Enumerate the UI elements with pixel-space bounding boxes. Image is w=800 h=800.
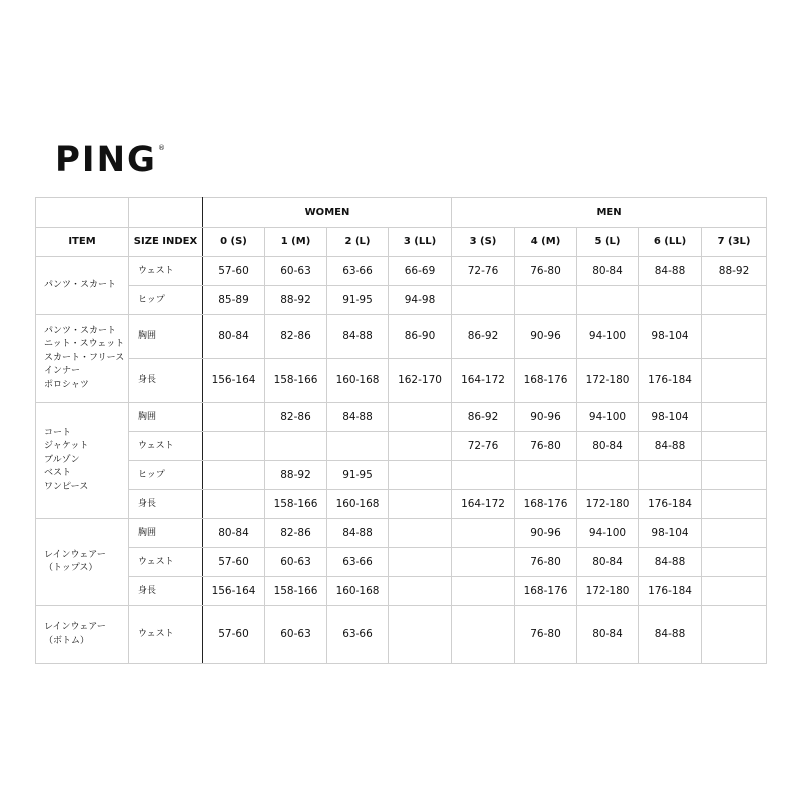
measurement-cell: 164-172 (452, 490, 515, 519)
measurement-cell (452, 606, 515, 664)
measurement-cell (389, 577, 452, 606)
measurement-cell: 158-166 (265, 490, 327, 519)
measurement-cell: 57-60 (203, 606, 265, 664)
measurement-cell (639, 286, 702, 315)
item-name-line: スカート・フリース (44, 352, 125, 363)
measurement-cell: 72-76 (452, 432, 515, 461)
measurement-cell (515, 461, 577, 490)
size-row (36, 519, 767, 548)
measurement-cell: 94-100 (577, 403, 639, 432)
item-header: ITEM (36, 228, 129, 257)
size-row (36, 577, 767, 606)
size-row (36, 548, 767, 577)
measurement-cell: 90-96 (515, 315, 577, 359)
size-index-cell: 胸囲 (129, 519, 203, 548)
ping-logo: PING® (55, 139, 165, 181)
gender-header-row (36, 198, 767, 228)
size-index-cell: ウェスト (129, 257, 203, 286)
measurement-cell: 98-104 (639, 315, 702, 359)
item-name-cell (36, 606, 129, 664)
measurement-cell (702, 577, 767, 606)
item-name-line: コート (44, 427, 72, 438)
measurement-cell: 80-84 (577, 432, 639, 461)
size-header: 6 (LL) (639, 228, 702, 257)
measurement-cell: 156-164 (203, 577, 265, 606)
measurement-cell: 80-84 (203, 519, 265, 548)
measurement-cell (203, 490, 265, 519)
measurement-cell: 84-88 (639, 432, 702, 461)
size-row (36, 606, 767, 664)
measurement-cell: 76-80 (515, 257, 577, 286)
measurement-cell (702, 606, 767, 664)
item-name-line: ポロシャツ (44, 379, 89, 390)
measurement-cell: 57-60 (203, 257, 265, 286)
measurement-cell: 60-63 (265, 606, 327, 664)
measurement-cell (389, 461, 452, 490)
measurement-cell: 176-184 (639, 359, 702, 403)
measurement-cell (702, 432, 767, 461)
measurement-cell: 66-69 (389, 257, 452, 286)
measurement-cell: 160-168 (327, 577, 389, 606)
item-name-cell (36, 403, 129, 519)
measurement-cell: 98-104 (639, 403, 702, 432)
measurement-cell (389, 519, 452, 548)
measurement-cell: 84-88 (639, 257, 702, 286)
measurement-cell: 176-184 (639, 577, 702, 606)
measurement-cell (702, 548, 767, 577)
measurement-cell (702, 359, 767, 403)
measurement-cell (702, 519, 767, 548)
size-header: 1 (M) (265, 228, 327, 257)
blank-header-cell (36, 198, 129, 228)
measurement-cell: 91-95 (327, 461, 389, 490)
measurement-cell (452, 286, 515, 315)
measurement-cell (452, 548, 515, 577)
measurement-cell: 72-76 (452, 257, 515, 286)
size-row (36, 257, 767, 286)
measurement-cell (702, 461, 767, 490)
women-header: WOMEN (203, 198, 452, 228)
blank-header-cell (129, 198, 203, 228)
measurement-cell: 57-60 (203, 548, 265, 577)
measurement-cell: 82-86 (265, 519, 327, 548)
measurement-cell: 90-96 (515, 519, 577, 548)
size-index-cell: ウェスト (129, 548, 203, 577)
measurement-cell (639, 461, 702, 490)
measurement-cell (702, 490, 767, 519)
measurement-cell: 80-84 (577, 606, 639, 664)
measurement-cell: 94-100 (577, 519, 639, 548)
item-name-cell (36, 315, 129, 403)
item-name-line: パンツ・スカート (44, 279, 117, 290)
measurement-cell: 91-95 (327, 286, 389, 315)
measurement-cell (452, 577, 515, 606)
item-name-line: ブルゾン (44, 454, 80, 465)
measurement-cell: 84-88 (327, 315, 389, 359)
measurement-cell: 94-98 (389, 286, 452, 315)
size-row (36, 432, 767, 461)
measurement-cell: 160-168 (327, 359, 389, 403)
measurement-cell (577, 286, 639, 315)
item-name-line: （ボトム） (44, 635, 90, 646)
measurement-cell (702, 403, 767, 432)
item-name-line: ワンピース (44, 481, 89, 492)
measurement-cell (702, 315, 767, 359)
measurement-cell (203, 461, 265, 490)
item-name-line: ニット・スウェット (44, 339, 125, 350)
measurement-cell: 82-86 (265, 315, 327, 359)
measurement-cell: 172-180 (577, 577, 639, 606)
size-header: 0 (S) (203, 228, 265, 257)
column-header-row (36, 228, 767, 257)
men-header: MEN (452, 198, 767, 228)
measurement-cell (452, 519, 515, 548)
item-name-line: （トップス） (44, 563, 98, 573)
measurement-cell: 84-88 (327, 519, 389, 548)
measurement-cell: 76-80 (515, 432, 577, 461)
item-name-line: レインウェアー (44, 622, 106, 632)
measurement-cell: 158-166 (265, 359, 327, 403)
measurement-cell (452, 461, 515, 490)
size-index-cell: 身長 (129, 359, 203, 403)
size-row (36, 461, 767, 490)
measurement-cell (389, 606, 452, 664)
size-index-cell: ウェスト (129, 432, 203, 461)
measurement-cell (389, 403, 452, 432)
measurement-cell: 172-180 (577, 359, 639, 403)
measurement-cell: 168-176 (515, 359, 577, 403)
measurement-cell (389, 548, 452, 577)
item-name-line: レインウェアー (44, 549, 106, 560)
item-name-line: パンツ・スカート (44, 325, 117, 336)
measurement-cell: 172-180 (577, 490, 639, 519)
measurement-cell (327, 432, 389, 461)
measurement-cell: 84-88 (327, 403, 389, 432)
measurement-cell: 86-90 (389, 315, 452, 359)
measurement-cell: 88-92 (265, 286, 327, 315)
size-header: 4 (M) (515, 228, 577, 257)
measurement-cell (389, 490, 452, 519)
measurement-cell: 60-63 (265, 548, 327, 577)
item-name-line: ジャケット (44, 441, 89, 452)
measurement-cell (515, 286, 577, 315)
measurement-cell: 63-66 (327, 257, 389, 286)
size-row (36, 286, 767, 315)
size-row (36, 490, 767, 519)
size-index-cell: ヒップ (129, 286, 203, 315)
size-header: 2 (L) (327, 228, 389, 257)
measurement-cell: 82-86 (265, 403, 327, 432)
measurement-cell (203, 432, 265, 461)
measurement-cell: 168-176 (515, 577, 577, 606)
measurement-cell: 86-92 (452, 315, 515, 359)
measurement-cell: 176-184 (639, 490, 702, 519)
size-index-cell: 胸囲 (129, 403, 203, 432)
measurement-cell: 162-170 (389, 359, 452, 403)
size-header: 7 (3L) (702, 228, 767, 257)
size-row (36, 315, 767, 359)
size-chart-table (35, 197, 767, 664)
measurement-cell: 76-80 (515, 548, 577, 577)
size-index-cell: 身長 (129, 577, 203, 606)
measurement-cell: 63-66 (327, 548, 389, 577)
measurement-cell: 98-104 (639, 519, 702, 548)
item-name-line: ベスト (44, 468, 72, 479)
size-index-header: SIZE INDEX (129, 228, 203, 257)
size-header: 3 (S) (452, 228, 515, 257)
measurement-cell: 164-172 (452, 359, 515, 403)
size-row (36, 359, 767, 403)
measurement-cell: 168-176 (515, 490, 577, 519)
measurement-cell: 76-80 (515, 606, 577, 664)
measurement-cell: 160-168 (327, 490, 389, 519)
measurement-cell (389, 432, 452, 461)
measurement-cell (577, 461, 639, 490)
measurement-cell: 156-164 (203, 359, 265, 403)
measurement-cell: 80-84 (577, 548, 639, 577)
measurement-cell (702, 286, 767, 315)
item-name-cell (36, 257, 129, 315)
measurement-cell: 86-92 (452, 403, 515, 432)
measurement-cell: 90-96 (515, 403, 577, 432)
measurement-cell: 94-100 (577, 315, 639, 359)
measurement-cell: 88-92 (265, 461, 327, 490)
size-index-cell: 胸囲 (129, 315, 203, 359)
size-index-cell: 身長 (129, 490, 203, 519)
measurement-cell (203, 403, 265, 432)
item-name-cell (36, 519, 129, 606)
measurement-cell: 88-92 (702, 257, 767, 286)
size-header: 3 (LL) (389, 228, 452, 257)
size-chart-body (36, 257, 767, 664)
measurement-cell: 80-84 (203, 315, 265, 359)
size-header: 5 (L) (577, 228, 639, 257)
measurement-cell: 63-66 (327, 606, 389, 664)
size-index-cell: ウェスト (129, 606, 203, 664)
size-row (36, 403, 767, 432)
size-index-cell: ヒップ (129, 461, 203, 490)
measurement-cell: 84-88 (639, 548, 702, 577)
measurement-cell: 84-88 (639, 606, 702, 664)
item-name-line: インナー (44, 366, 81, 377)
measurement-cell: 158-166 (265, 577, 327, 606)
measurement-cell: 60-63 (265, 257, 327, 286)
measurement-cell (265, 432, 327, 461)
measurement-cell: 80-84 (577, 257, 639, 286)
measurement-cell: 85-89 (203, 286, 265, 315)
